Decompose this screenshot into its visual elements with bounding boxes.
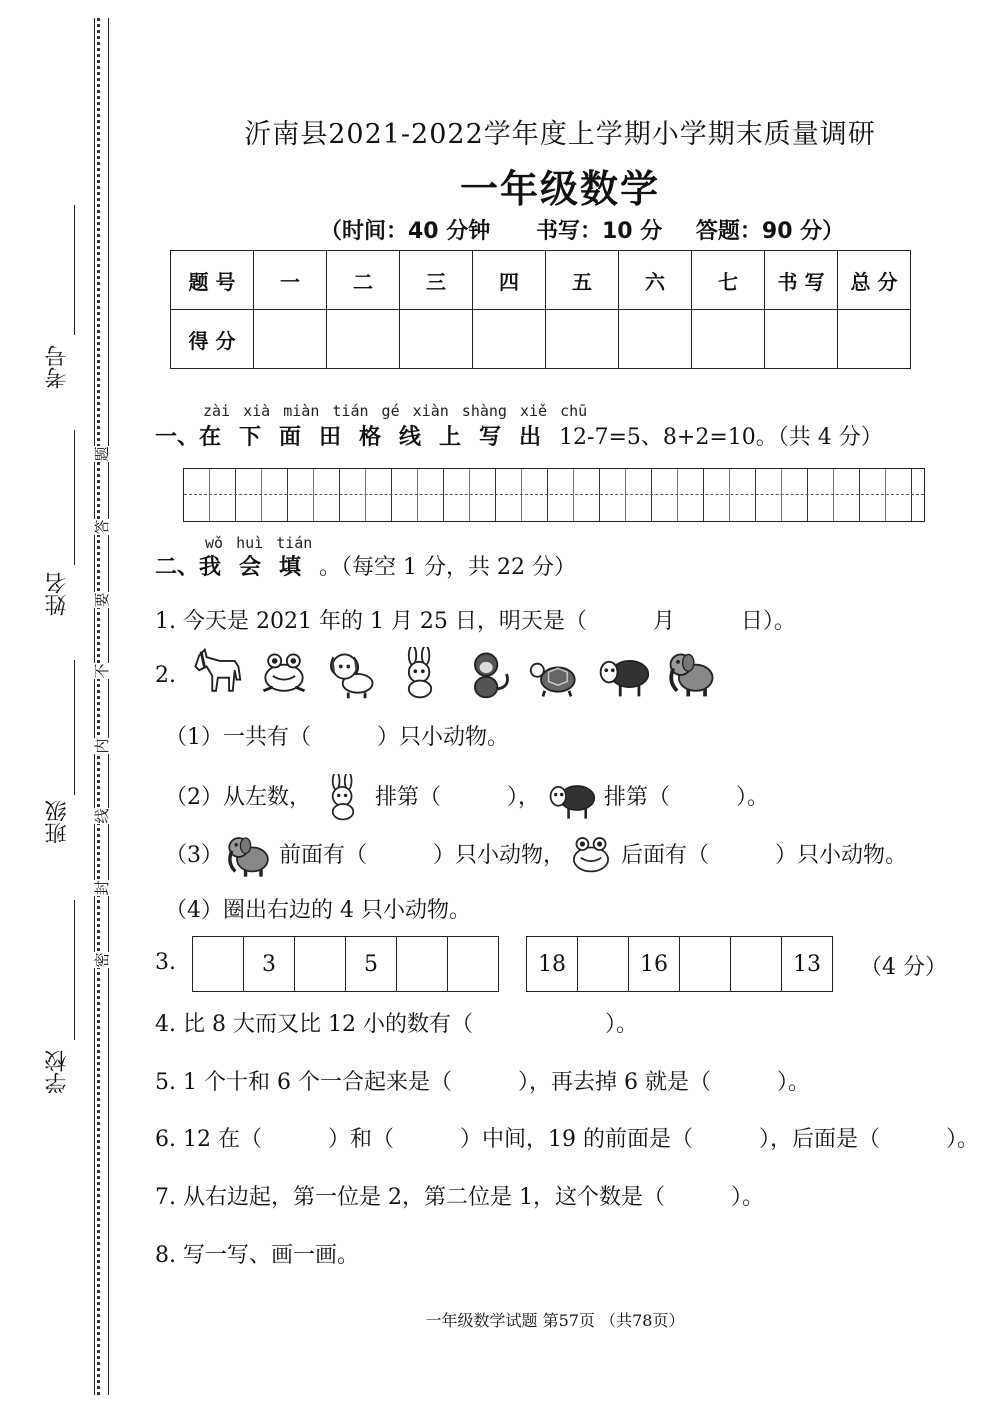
monkey-icon [460,647,516,701]
elephant-icon [664,647,720,701]
seal-char: 内 [93,738,111,754]
time-info [320,214,882,245]
field-rule-school [74,900,75,1040]
question-3-number: 3. [155,950,176,975]
sequence-cell[interactable]: 13 [782,937,833,992]
writing-score: 书写：10 分 [535,219,663,244]
score-header-cell: 七 [692,251,765,310]
sequence-cell[interactable] [680,937,731,992]
rabbit-icon [392,647,448,701]
horse-icon [188,647,244,701]
sequence-right [526,936,833,992]
score-header-cell: 一 [254,251,327,310]
question-2-3-part-a: （3） [165,843,223,868]
section2-heading-rest: 。（每空 1 分，共 22 分） [319,555,576,580]
score-header-cell: 总 分 [838,251,911,310]
elephant-icon [223,832,275,880]
score-header-cell: 六 [619,251,692,310]
frog-icon [256,647,312,701]
question-2-2-part-c: 排第（ ）。 [604,785,770,810]
sequence-cell[interactable] [295,937,346,992]
sequence-cell[interactable] [731,937,782,992]
dog-icon [324,647,380,701]
question-2-3-part-c: 后面有（ ）只小动物。 [621,843,908,868]
section1-heading-chars: 在下面田格线上写出 [199,425,560,450]
field-rule-class [74,660,75,795]
seal-char: 不 [93,663,111,679]
section1-heading-rest: 12-7=5、8+2=10。（共 4 分） [559,425,883,450]
sequence-cell[interactable]: 16 [629,937,680,992]
section2-prefix: 二、 [155,555,200,580]
question-8: 8. 写一写、画一画。 [155,1243,359,1268]
question-2-2-part-a: （2）从左数， [165,785,311,810]
binding-line-inner [108,18,109,1395]
question-2-2 [165,774,769,822]
score-header-cell: 三 [400,251,473,310]
question-2-3-part-b: 前面有（ ）只小动物， [279,843,566,868]
seal-char: 封 [93,880,111,896]
score-header-cell: 五 [546,251,619,310]
score-header-cell: 书 写 [765,251,838,310]
seal-char: 答 [93,519,111,535]
section1-prefix: 一、 [155,425,200,450]
sequence-cell[interactable] [578,937,629,992]
sequence-cell[interactable] [448,937,499,992]
writing-grid[interactable] [183,468,925,522]
frog-icon [565,832,617,880]
section2-heading-chars: 我会填 [199,555,320,580]
question-5: 5. 1 个十和 6 个一合起来是（ ），再去掉 6 就是（ ）。 [155,1070,810,1095]
score-header-cell: 四 [473,251,546,310]
binding-dotted-line [97,18,100,1395]
question-4: 4. 比 8 大而又比 12 小的数有（ ）。 [155,1012,638,1037]
question-2-1: （1）一共有（ ）只小动物。 [165,725,509,750]
page-footer: 一年级数学试题 第57页 （共78页） [425,1311,685,1330]
sequence-cell[interactable] [193,937,244,992]
score-cell[interactable] [400,310,473,369]
field-label-class: 班级 [45,800,70,844]
seal-char: 密 [93,952,111,968]
score-cell[interactable] [838,310,911,369]
score-cell[interactable] [254,310,327,369]
seal-char: 要 [93,592,111,608]
seal-char: 题 [93,446,111,462]
sequence-cell[interactable]: 5 [346,937,397,992]
score-header-cell: 二 [327,251,400,310]
score-header-cell: 题 号 [171,251,254,310]
section2-heading [155,550,576,581]
sequence-left [192,936,499,992]
score-cell[interactable] [765,310,838,369]
field-rule-name [74,430,75,565]
sheep-icon [546,774,598,822]
field-rule-kaohao [74,205,75,335]
section1-pinyin: zài xià miàn tián gé xiàn shàng xiě chū [203,402,588,420]
sheep-icon [596,647,652,701]
binding-line-outer [94,18,95,1395]
score-cell[interactable] [473,310,546,369]
question-2-2-part-b: 排第（ ）， [375,785,541,810]
rabbit-icon [317,774,369,822]
exam-title: 沂南县2021-2022学年度上学期小学期末质量调研 [244,119,876,150]
score-table [170,250,911,369]
question-3-score: （4 分） [860,955,947,980]
seal-char: 线 [93,808,111,824]
animals-row [188,647,732,701]
score-table-header-row [171,251,911,310]
question-7: 7. 从右边起，第一位是 2，第二位是 1，这个数是（ ）。 [155,1185,764,1210]
score-table-score-row [171,310,911,369]
score-cell[interactable] [546,310,619,369]
turtle-icon [528,647,584,701]
score-cell[interactable] [692,310,765,369]
question-6: 6. 12 在（ ）和（ ）中间，19 的前面是（ ），后面是（ ）。 [155,1127,979,1152]
field-label-name: 姓名 [45,572,70,616]
question-2-4: （4）圈出右边的 4 只小动物。 [165,898,471,923]
exam-subject: 一年级数学 [459,167,660,211]
section2-pinyin: wǒ huì tián [205,534,313,552]
sequence-cell[interactable]: 3 [244,937,295,992]
question-1: 1. 今天是 2021 年的 1 月 25 日，明天是（ 月 日）。 [155,609,796,634]
answering-score: 答题：90 分） [695,219,845,244]
question-2-number: 2. [155,663,176,688]
section1-heading [155,420,883,451]
field-label-kaohao: 考号 [45,345,70,389]
score-cell[interactable] [619,310,692,369]
time-limit: （时间：40 分钟 [320,219,491,244]
score-row-label: 得 分 [171,310,254,369]
score-cell[interactable] [327,310,400,369]
sequence-cell[interactable] [397,937,448,992]
sequence-cell[interactable]: 18 [527,937,578,992]
question-2-3 [165,832,907,880]
field-label-school: 学校 [45,1050,70,1094]
